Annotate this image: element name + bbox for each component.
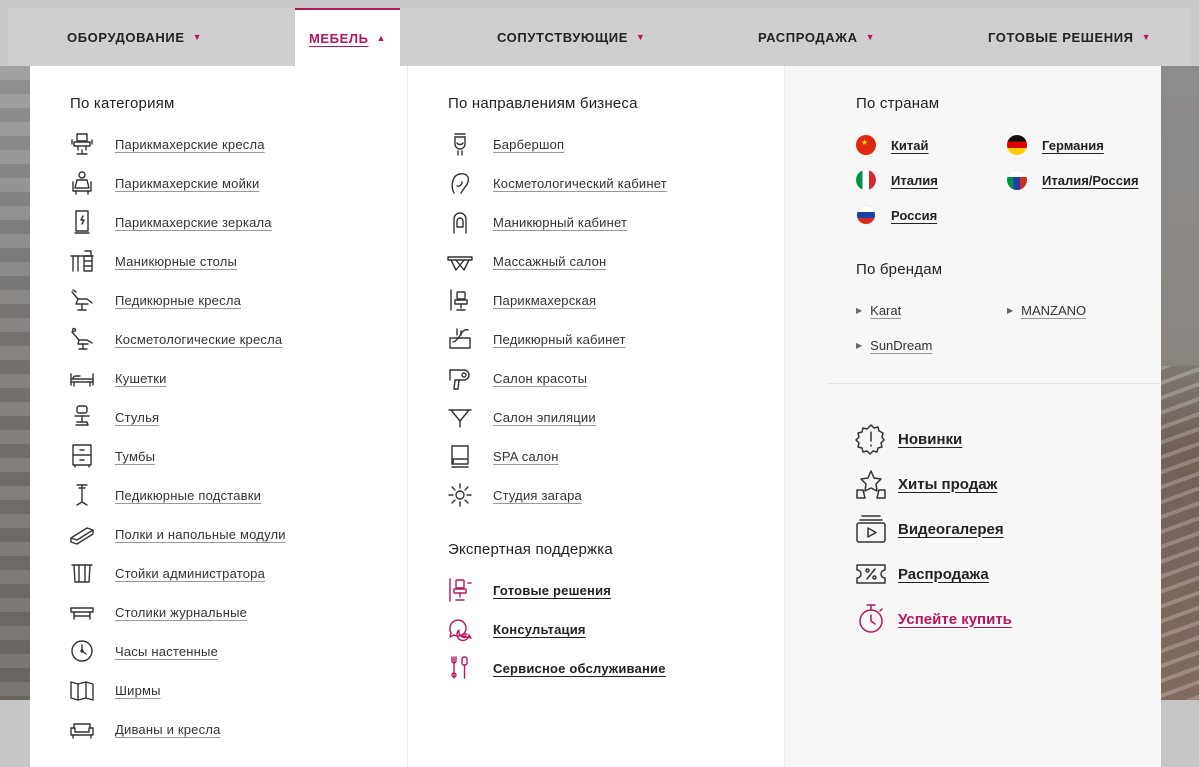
business-item[interactable] — [446, 169, 667, 197]
china-flag-icon: ★ — [856, 135, 876, 155]
cosmetology-chair-icon — [68, 325, 96, 353]
caret-right-icon: ▶ — [856, 340, 863, 350]
promo-label: Хиты продаж — [898, 475, 998, 493]
category-item[interactable] — [68, 286, 241, 314]
promo-label: Видеогалерея — [898, 520, 1004, 538]
category-label: Педикюрные подставки — [115, 487, 262, 503]
category-label: Косметологические кресла — [115, 331, 283, 347]
promo-item[interactable] — [854, 512, 1004, 546]
chevron-down-icon: ▼ — [865, 32, 876, 42]
background-image-left — [0, 66, 30, 700]
italy-russia-flag-icon — [1007, 170, 1027, 190]
country-label: Германия — [1042, 137, 1104, 153]
category-item[interactable] — [68, 208, 272, 236]
chevron-up-icon: ▲ — [376, 33, 387, 43]
nav-item-ready-solutions[interactable] — [988, 8, 1151, 66]
support-label: Готовые решения — [493, 582, 612, 598]
foot-bath-icon — [446, 325, 474, 353]
star-hits-icon — [854, 467, 888, 501]
category-item[interactable] — [68, 364, 167, 392]
business-item[interactable] — [446, 286, 596, 314]
main-nav — [8, 8, 1191, 66]
brand-label: SunDream — [870, 337, 933, 353]
category-item[interactable] — [68, 715, 221, 743]
shelf-icon — [68, 520, 96, 548]
nav-item-sale[interactable] — [758, 8, 875, 66]
coffee-table-icon — [68, 598, 96, 626]
business-label: Барбершоп — [493, 136, 565, 152]
stopwatch-icon — [854, 602, 888, 636]
category-item[interactable] — [68, 247, 237, 275]
business-label: Салон красоты — [493, 370, 588, 386]
country-label: Россия — [891, 207, 938, 223]
nav-label: ГОТОВЫЕ РЕШЕНИЯ — [988, 29, 1134, 45]
brand-item[interactable] — [856, 335, 932, 355]
category-label: Полки и напольные модули — [115, 526, 286, 542]
chevron-down-icon: ▼ — [192, 32, 203, 42]
business-label: Массажный салон — [493, 253, 607, 269]
support-label: Сервисное обслуживание — [493, 660, 666, 676]
category-item[interactable] — [68, 598, 247, 626]
chevron-down-icon: ▼ — [1141, 32, 1152, 42]
business-item[interactable] — [446, 325, 626, 353]
nav-label: РАСПРОДАЖА — [758, 29, 858, 45]
promo-label: Новинки — [898, 430, 963, 448]
business-label: Салон эпиляции — [493, 409, 596, 425]
stool-icon — [68, 403, 96, 431]
promo-item-hot[interactable] — [854, 602, 1012, 636]
sale-percent-icon — [854, 557, 888, 591]
business-item[interactable] — [446, 403, 596, 431]
nav-label: ОБОРУДОВАНИЕ — [67, 29, 185, 45]
caret-right-icon: ▶ — [856, 305, 863, 315]
business-label: SPA салон — [493, 448, 559, 464]
video-gallery-icon — [854, 512, 888, 546]
nail-icon — [446, 208, 474, 236]
screen-icon — [68, 676, 96, 704]
countries-title: По странам — [856, 95, 940, 112]
country-label: Италия/Россия — [1042, 172, 1139, 188]
category-label: Кушетки — [115, 370, 167, 386]
pedicure-chair-icon — [68, 286, 96, 314]
nav-item-equipment[interactable] — [67, 8, 202, 66]
nav-label: СОПУТСТВУЮЩИЕ — [497, 29, 629, 45]
mega-menu — [30, 66, 1161, 767]
cabinet-icon — [68, 442, 96, 470]
category-item[interactable] — [68, 481, 261, 509]
category-item[interactable] — [68, 559, 265, 587]
filters-column — [785, 66, 1161, 767]
consultation-icon — [446, 615, 474, 643]
business-label: Педикюрный кабинет — [493, 331, 626, 347]
category-label: Столики журнальные — [115, 604, 248, 620]
service-tools-icon — [446, 654, 474, 682]
business-label: Студия загара — [493, 487, 582, 503]
section-divider — [827, 383, 1161, 384]
nav-item-furniture[interactable] — [295, 8, 400, 66]
clock-icon — [68, 637, 96, 665]
country-item[interactable] — [856, 134, 929, 156]
category-item[interactable] — [68, 520, 286, 548]
category-label: Парикмахерские мойки — [115, 175, 260, 191]
promo-label: Распродажа — [898, 565, 989, 583]
category-label: Парикмахерские кресла — [115, 136, 265, 152]
barber-chair-icon — [68, 130, 96, 158]
country-item[interactable] — [1007, 134, 1104, 156]
promo-label: Успейте купить — [898, 610, 1012, 628]
category-label: Педикюрные кресла — [115, 292, 242, 308]
category-item[interactable] — [68, 169, 259, 197]
support-item[interactable] — [446, 654, 666, 682]
sofa-icon — [68, 715, 96, 743]
categories-title: По категориям — [70, 95, 175, 112]
germany-flag-icon — [1007, 135, 1027, 155]
business-label: Маникюрный кабинет — [493, 214, 628, 230]
towel-icon — [446, 442, 474, 470]
category-label: Парикмахерские зеркала — [115, 214, 272, 230]
category-item[interactable] — [68, 130, 265, 158]
categories-column — [30, 66, 408, 767]
country-item[interactable] — [856, 204, 937, 226]
ready-solutions-icon — [446, 576, 474, 604]
nav-label: МЕБЕЛЬ — [308, 30, 369, 46]
hair-salon-icon — [446, 286, 474, 314]
business-item[interactable] — [446, 442, 559, 470]
category-label: Тумбы — [115, 448, 156, 464]
brand-label: Karat — [870, 302, 902, 318]
brand-label: MANZANO — [1021, 302, 1087, 318]
russia-flag-icon — [856, 205, 876, 225]
new-badge-icon — [854, 422, 888, 456]
promo-item[interactable] — [854, 557, 989, 591]
business-column — [408, 66, 785, 767]
country-item[interactable] — [1007, 169, 1139, 191]
business-label: Косметологический кабинет — [493, 175, 667, 191]
category-label: Диваны и кресла — [115, 721, 221, 737]
hair-dryer-icon — [446, 364, 474, 392]
couch-icon — [68, 364, 96, 392]
brand-item[interactable] — [1007, 300, 1086, 320]
caret-right-icon: ▶ — [1007, 305, 1014, 315]
face-icon — [446, 169, 474, 197]
country-item[interactable] — [856, 169, 938, 191]
chevron-down-icon: ▼ — [636, 32, 646, 42]
country-label: Италия — [891, 172, 938, 188]
manicure-table-icon — [68, 247, 96, 275]
wash-unit-icon — [68, 169, 96, 197]
footrest-icon — [68, 481, 96, 509]
barber-icon — [446, 130, 474, 158]
business-label: Парикмахерская — [493, 292, 597, 308]
brand-item[interactable] — [856, 300, 901, 320]
business-item[interactable] — [446, 247, 606, 275]
category-label: Ширмы — [115, 682, 161, 698]
support-title: Экспертная поддержка — [448, 541, 613, 558]
promo-item[interactable] — [854, 467, 997, 501]
business-item[interactable] — [446, 481, 582, 509]
business-item[interactable] — [446, 130, 564, 158]
promo-item[interactable] — [854, 422, 962, 456]
category-item[interactable] — [68, 403, 159, 431]
massage-table-icon — [446, 247, 474, 275]
support-item[interactable] — [446, 576, 611, 604]
brands-title: По брендам — [856, 261, 943, 278]
category-label: Стойки администратора — [115, 565, 266, 581]
category-item[interactable] — [68, 325, 282, 353]
background-image-right — [1161, 66, 1199, 700]
category-label: Стулья — [115, 409, 160, 425]
nav-item-accessories[interactable] — [497, 8, 646, 66]
epilation-icon — [446, 403, 474, 431]
mirror-icon — [68, 208, 96, 236]
category-item[interactable] — [68, 637, 218, 665]
country-label: Китай — [891, 137, 929, 153]
category-item[interactable] — [68, 676, 161, 704]
sun-icon — [446, 481, 474, 509]
business-item[interactable] — [446, 364, 587, 392]
support-item[interactable] — [446, 615, 586, 643]
category-label: Маникюрные столы — [115, 253, 238, 269]
support-label: Консультация — [493, 621, 586, 637]
business-title: По направлениям бизнеса — [448, 95, 638, 112]
category-item[interactable] — [68, 442, 155, 470]
category-label: Часы настенные — [115, 643, 219, 659]
italy-flag-icon — [856, 170, 876, 190]
business-item[interactable] — [446, 208, 627, 236]
reception-desk-icon — [68, 559, 96, 587]
